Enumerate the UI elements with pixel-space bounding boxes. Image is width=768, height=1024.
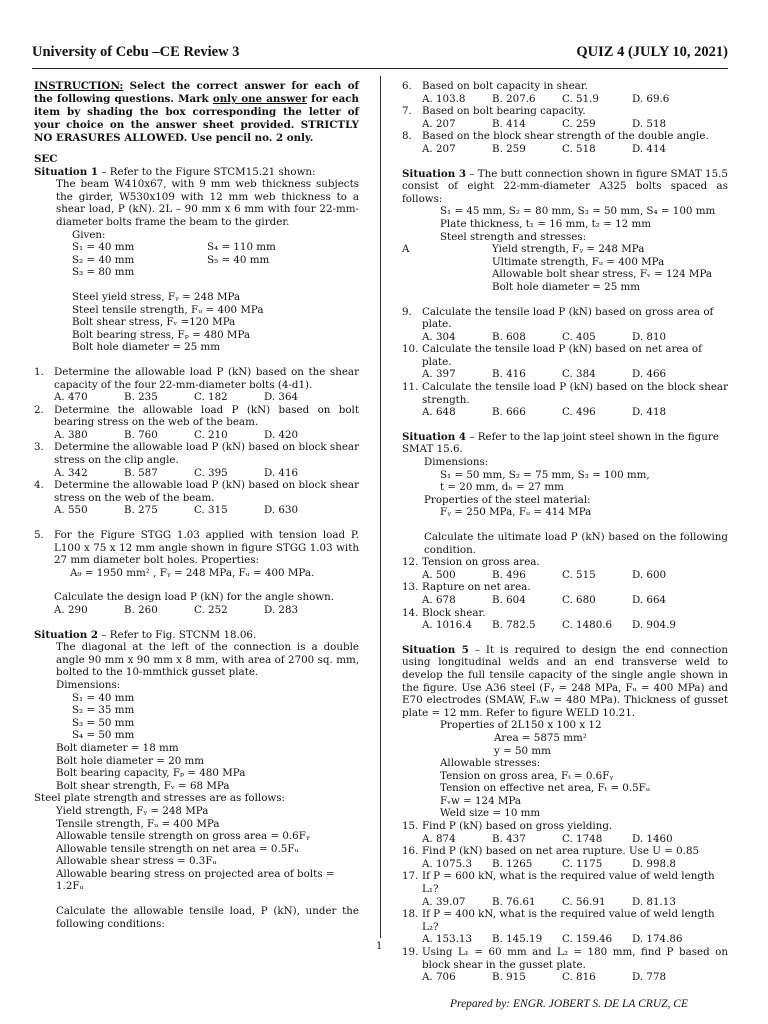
choice-b: B. 76.61 <box>492 895 536 908</box>
choice-d: D. 600 <box>632 568 667 581</box>
question-3 <box>34 441 359 479</box>
bolt-item: Bolt shear strength, Fᵥ = 68 MPa <box>56 779 230 792</box>
question-5 <box>34 529 359 617</box>
steel-item: Yield strength, Fᵧ = 248 MPa <box>492 243 645 256</box>
situation-2-intro: – Refer to Fig. STCNM 18.06. <box>98 628 257 641</box>
choice-a: A. 207 <box>422 142 456 155</box>
choice-a: A. 470 <box>54 391 88 404</box>
prop-item: Bolt bearing stress, Fₚ = 480 MPa <box>72 328 251 341</box>
right-column <box>402 80 728 984</box>
question-6 <box>402 80 728 105</box>
question-number: 19. <box>402 946 419 958</box>
dim-item: S₃ = 80 mm <box>72 266 135 279</box>
question-choices <box>422 619 728 632</box>
stray-mark-a: A <box>402 243 410 256</box>
question-choices <box>54 391 359 404</box>
props-item: y = 50 mm <box>494 744 551 757</box>
dim-item: S₁ = 50 mm, S₂ = 75 mm, S₃ = 100 mm, <box>440 468 650 481</box>
prepared-by: Prepared by: ENGR. JOBERT S. DE LA CRUZ, CE <box>450 998 688 1010</box>
choice-a: A. 500 <box>422 568 456 581</box>
props-item: Area = 5875 mm² <box>494 731 587 744</box>
situation-1-dims <box>34 241 359 279</box>
question-number: 8. <box>402 130 412 143</box>
choice-a: A. 342 <box>54 466 88 479</box>
instruction <box>34 80 359 145</box>
situation-3-steel <box>402 243 728 293</box>
dim-item: S₄ = 110 mm <box>207 241 276 254</box>
steel-item: Allowable bearing stress on projected area of bolts = 1.2Fᵤ <box>56 867 335 893</box>
choice-a: A. 648 <box>422 406 456 419</box>
situation-1-intro: – Refer to the Figure STCM15.21 shown: <box>98 165 316 178</box>
question-text: Determine the allowable load P (kN) based on bolt bearing stress on the web of the beam. <box>54 403 359 429</box>
choice-c: C. 680 <box>562 593 596 606</box>
instruction-text-1: Select the correct answer for each of the following questions. Mark <box>34 80 359 105</box>
question-text: Determine the allowable load P (kN) based on block shear stress on the clip angle. <box>54 441 359 467</box>
choice-a: A. 207 <box>422 117 456 130</box>
question-choices <box>422 896 728 909</box>
dimensions-label: Dimensions: <box>56 678 121 691</box>
question-choices <box>422 569 728 582</box>
question-text: Based on bolt bearing capacity. <box>422 105 586 118</box>
bolt-item: Bolt diameter = 18 mm <box>56 741 179 754</box>
situation-2-desc: The diagonal at the left of the connection is a double angle 90 mm x 90 mm x 8 mm, with area of 2700 sq. mm, bolted to the 10-mmthick gusset plate. <box>56 641 359 679</box>
question-number: 1. <box>34 365 44 378</box>
question-18 <box>402 908 728 946</box>
question-4 <box>34 479 359 517</box>
question-number: 10. <box>402 343 419 356</box>
choice-d: D. 904.9 <box>632 619 676 632</box>
props-label: Properties of 2L150 x 100 x 12 <box>440 719 602 732</box>
props-label: Properties of the steel material: <box>424 493 591 506</box>
bolt-item: Bolt hole diameter = 20 mm <box>56 754 205 767</box>
prop-item: Steel yield stress, Fᵧ = 248 MPa <box>72 290 241 303</box>
question-calc: Calculate the design load P (kN) for the angle shown. <box>54 591 334 604</box>
choice-d: D. 174.86 <box>632 933 683 946</box>
choice-c: C. 252 <box>194 604 228 616</box>
question-text: If P = 400 kN, what is the required value of weld length L₂? <box>422 908 715 933</box>
question-text: Using L₁ = 60 mm and L₂ = 180 mm, find P based on block shear in the gusset plate. <box>422 946 728 971</box>
dim-item: S₄ = 50 mm <box>72 729 135 742</box>
question-number: 12. <box>402 556 419 569</box>
question-8 <box>402 130 728 155</box>
choice-b: B. 782.5 <box>492 619 536 632</box>
situation-1-desc: The beam W410x67, with 9 mm web thickness subjects the girder, W530x109 with 12 mm web thickness to a shear load, P (kN). 2L – 90 mm x 6 mm with four 22-mm-diameter bolts frame the beam to the girder. <box>56 178 359 228</box>
choice-b: B. 915 <box>492 971 526 984</box>
question-text: Find P (kN) based on gross yielding. <box>422 820 613 833</box>
dim-item: S₁ = 40 mm <box>72 241 135 254</box>
choice-a: A. 39.07 <box>422 895 466 908</box>
choice-c: C. 496 <box>562 406 596 419</box>
choice-c: C. 315 <box>194 504 228 517</box>
question-text: For the Figure STGG 1.03 applied with tension load P. L100 x 75 x 12 mm angle shown in figure STGG 1.03 with 27 mm diameter bolt holes. Properties: <box>54 529 359 567</box>
choice-d: D. 518 <box>632 117 667 130</box>
props-item: Fᵧ = 250 MPa, Fᵤ = 414 MPa <box>440 506 592 519</box>
question-2 <box>34 404 359 442</box>
choice-a: A. 1075.3 <box>422 857 473 870</box>
prop-item: Steel tensile strength, Fᵤ = 400 MPa <box>72 303 264 316</box>
question-13 <box>402 581 728 606</box>
choice-d: D. 414 <box>632 142 667 155</box>
dim-item: S₅ = 40 mm <box>207 253 270 266</box>
choice-d: D. 69.6 <box>632 92 670 105</box>
question-choices <box>54 604 359 617</box>
question-choices <box>422 594 728 607</box>
choice-d: D. 630 <box>264 504 299 517</box>
choice-a: A. 1016.4 <box>422 619 473 632</box>
situation-2-bolt <box>34 742 359 792</box>
choice-c: C. 210 <box>194 428 228 441</box>
choice-d: D. 778 <box>632 971 667 984</box>
choice-b: B. 496 <box>492 568 526 581</box>
choice-d: D. 664 <box>632 593 667 606</box>
instruction-emphasis: only one answer <box>212 93 308 105</box>
question-choices <box>422 406 728 419</box>
question-number: 17. <box>402 870 419 883</box>
question-number: 18. <box>402 908 419 921</box>
choice-b: B. 145.19 <box>492 933 543 946</box>
situation-1-heading <box>34 166 359 179</box>
allow-item: Tension on effective net area, Fₜ = 0.5Fᵤ <box>440 782 650 795</box>
question-choices <box>54 504 359 517</box>
choice-c: C. 395 <box>194 466 228 479</box>
choice-d: D. 283 <box>264 604 299 616</box>
situation-1-props <box>34 291 359 354</box>
choice-a: A. 550 <box>54 504 88 517</box>
question-text: Calculate the tensile load P (kN) based on net area of plate. <box>422 343 702 368</box>
choice-c: C. 159.46 <box>562 933 613 946</box>
choice-b: B. 587 <box>124 466 158 479</box>
question-choices <box>422 118 728 131</box>
steel-item: Allowable tensile strength on gross area = 0.6Fᵧ <box>56 830 310 843</box>
question-number: 9. <box>402 305 412 318</box>
question-text: Calculate the tensile load P (kN) based on the block shear strength. <box>422 381 728 406</box>
question-number: 6. <box>402 80 412 92</box>
page-number: 1 <box>376 941 383 952</box>
question-text: Tension on gross area. <box>422 556 540 569</box>
left-column <box>34 80 359 930</box>
situation-3-dims: S₁ = 45 mm, S₂ = 80 mm, S₃ = 50 mm, S₄ = 100 mm <box>440 205 716 218</box>
choice-c: C. 384 <box>562 368 596 381</box>
question-number: 14. <box>402 606 419 619</box>
given-label: Given: <box>72 228 106 241</box>
question-number: 2. <box>34 403 44 416</box>
steel-item: Yield strength, Fᵧ = 248 MPa <box>56 804 209 817</box>
situation-4-heading <box>402 431 728 456</box>
choice-d: D. 81.13 <box>632 895 676 908</box>
column-divider <box>380 76 381 938</box>
choice-a: A. 290 <box>54 604 88 616</box>
question-choices <box>422 971 728 984</box>
question-text: Rapture on net area. <box>422 581 531 594</box>
question-number: 3. <box>34 441 44 454</box>
question-number: 13. <box>402 581 419 594</box>
question-number: 5. <box>34 529 44 542</box>
choice-c: C. 182 <box>194 391 228 404</box>
situation-5-intro: – It is required to design the end connection using longitudinal welds and an end transverse weld to develop the full tensile capacity of the single angle shown in the figure. Use A36 steel (Fᵧ = 248 MPa, Fᵤ = 400 MPa) and E70 electrodes (SMAW, Fᵤw = 480 MPa). Thickness of gusset plate = 12 mm. Refer to figure WELD 10.21. <box>402 643 728 719</box>
choice-c: C. 51.9 <box>562 92 599 105</box>
choice-c: C. 518 <box>562 142 596 155</box>
situation-4-calc: Calculate the ultimate load P (kN) based on the following condition. <box>424 531 728 556</box>
choice-b: B. 604 <box>492 593 526 606</box>
question-choices <box>422 331 728 344</box>
question-number: 16. <box>402 845 419 858</box>
choice-d: D. 1460 <box>632 832 673 845</box>
question-7 <box>402 105 728 130</box>
choice-c: C. 259 <box>562 117 596 130</box>
choice-d: D. 418 <box>632 406 667 419</box>
question-choices <box>54 467 359 480</box>
choice-b: B. 207.6 <box>492 92 536 105</box>
question-12 <box>402 556 728 581</box>
question-15 <box>402 820 728 845</box>
situation-3-title: Situation 3 <box>402 167 467 180</box>
choice-b: B. 760 <box>124 428 158 441</box>
choice-d: D. 810 <box>632 330 667 343</box>
question-number: 7. <box>402 105 412 118</box>
question-text: Determine the allowable load P (kN) based on the shear capacity of the four 22-mm-diameter bolts (4-d1). <box>54 365 359 391</box>
steel-item: Ultimate strength, Fᵤ = 400 MPa <box>492 255 665 268</box>
choice-c: C. 1748 <box>562 832 603 845</box>
choice-c: C. 1175 <box>562 857 603 870</box>
question-text: Block shear. <box>422 606 486 619</box>
question-choices <box>422 858 728 871</box>
question-props: A₉ = 1950 mm² , Fᵧ = 248 MPa, Fᵤ = 400 MPa. <box>70 566 315 579</box>
question-text: Determine the allowable load P (kN) based on block shear stress on the web of the beam. <box>54 479 359 504</box>
situation-3-plate: Plate thickness, t₁ = 16 mm, t₂ = 12 mm <box>440 217 652 230</box>
dim-item: S₂ = 35 mm <box>72 704 135 717</box>
choice-d: D. 416 <box>264 466 299 479</box>
school-title: University of Cebu –CE Review 3 <box>32 44 240 60</box>
allow-item: Tension on gross area, Fₜ = 0.6Fᵧ <box>440 769 614 782</box>
choice-b: B. 437 <box>492 832 526 845</box>
choice-b: B. 666 <box>492 406 526 419</box>
dim-item: t = 20 mm, dₕ = 27 mm <box>440 481 564 494</box>
bolt-item: Bolt bearing capacity, Fₚ = 480 MPa <box>56 767 246 780</box>
question-number: 11. <box>402 381 419 394</box>
question-text: If P = 600 kN, what is the required value of weld length L₁? <box>422 870 715 896</box>
choice-b: B. 275 <box>124 504 158 517</box>
dim-item: S₂ = 40 mm <box>72 253 135 266</box>
question-choices <box>54 429 359 442</box>
choice-c: C. 816 <box>562 971 596 984</box>
page-header <box>32 44 728 69</box>
question-text: Calculate the tensile load P (kN) based on gross area of plate. <box>422 305 714 331</box>
choice-d: D. 998.8 <box>632 857 676 870</box>
choice-b: B. 416 <box>492 368 526 381</box>
choice-b: B. 259 <box>492 142 526 155</box>
question-1 <box>34 366 359 404</box>
instruction-label: INSTRUCTION: <box>34 80 124 92</box>
steel-item: Bolt hole diameter = 25 mm <box>492 280 641 293</box>
situation-3-intro: – The butt connection shown in figure SMAT 15.5 consist of eight 22-mm-diameter A325 bolts spaced as follows: <box>402 167 728 205</box>
choice-a: A. 678 <box>422 593 456 606</box>
situation-2-title: Situation 2 <box>34 628 99 641</box>
prop-item: Bolt hole diameter = 25 mm <box>72 341 221 354</box>
question-10 <box>402 343 728 381</box>
question-text: Based on bolt capacity in shear. <box>422 80 588 92</box>
quiz-title: QUIZ 4 (JULY 10, 2021) <box>576 44 728 60</box>
choice-c: C. 405 <box>562 330 596 343</box>
situation-5-heading <box>402 644 728 720</box>
steel-item: Allowable tensile strength on net area = 0.5Fᵤ <box>56 842 299 855</box>
choice-a: A. 706 <box>422 971 456 984</box>
situation-2-calc: Calculate the allowable tensile load, P (kN), under the following conditions: <box>56 905 359 930</box>
choice-b: B. 260 <box>124 604 158 616</box>
choice-d: D. 420 <box>264 428 299 441</box>
allow-item: Weld size = 10 mm <box>440 807 541 820</box>
situation-2-dims <box>34 692 359 742</box>
steel-item: Allowable shear stress = 0.3Fᵤ <box>56 855 217 868</box>
instruction-text-2: for each item by shading the box corresponding the letter of your choice on the answer sheet provided. STRICTLY NO ERASURES ALLOWED. Use pencil no. 2 only. <box>34 93 360 144</box>
question-number: 4. <box>34 479 44 492</box>
choice-c: C. 56.91 <box>562 895 606 908</box>
situation-5-title: Situation 5 <box>402 643 469 656</box>
situation-2-heading <box>34 629 359 642</box>
question-14 <box>402 607 728 632</box>
situation-4-intro: – Refer to the lap joint steel shown in the figure SMAT 15.6. <box>402 430 719 456</box>
choice-b: B. 235 <box>124 391 158 404</box>
question-16 <box>402 845 728 870</box>
steel-label: Steel plate strength and stresses are as follows: <box>34 792 285 805</box>
question-text: Find P (kN) based on net area rupture. Use U = 0.85 <box>422 845 700 858</box>
choice-a: A. 397 <box>422 368 456 381</box>
dim-item: S₁ = 40 mm <box>72 691 135 704</box>
choice-a: A. 304 <box>422 330 456 343</box>
question-choices <box>422 93 728 106</box>
choice-d: D. 364 <box>264 391 299 404</box>
choice-c: C. 515 <box>562 568 596 581</box>
prop-item: Bolt shear stress, Fᵥ =120 MPa <box>72 316 236 329</box>
choice-b: B. 414 <box>492 117 526 130</box>
question-choices <box>422 933 728 946</box>
steel-item: Tensile strength, Fᵤ = 400 MPa <box>56 817 220 830</box>
question-choices <box>422 833 728 846</box>
dim-item: S₃ = 50 mm <box>72 716 135 729</box>
question-text: Based on the block shear strength of the double angle. <box>422 130 709 143</box>
steel-item: Allowable bolt shear stress, Fᵥ = 124 MPa <box>492 268 713 281</box>
choice-a: A. 103.8 <box>422 92 466 105</box>
choice-a: A. 874 <box>422 832 456 845</box>
allow-item: Fᵥw = 124 MPa <box>440 794 522 807</box>
situation-1-title: Situation 1 <box>34 165 99 178</box>
question-11 <box>402 381 728 419</box>
choice-a: A. 380 <box>54 428 88 441</box>
choice-b: B. 1265 <box>492 857 533 870</box>
question-19 <box>402 946 728 984</box>
steel-label: Steel strength and stresses: <box>440 230 587 243</box>
situation-4-title: Situation 4 <box>402 430 467 443</box>
choice-b: B. 608 <box>492 330 526 343</box>
question-choices <box>422 368 728 381</box>
question-17 <box>402 870 728 908</box>
section-label: SEC <box>34 153 58 165</box>
situation-3-heading <box>402 168 728 206</box>
situation-2-steel <box>34 805 359 893</box>
choice-d: D. 466 <box>632 368 667 381</box>
choice-c: C. 1480.6 <box>562 619 613 632</box>
question-choices <box>422 143 728 156</box>
dimensions-label: Dimensions: <box>424 456 489 469</box>
question-number: 15. <box>402 820 419 833</box>
choice-a: A. 153.13 <box>422 933 473 946</box>
allow-label: Allowable stresses: <box>440 757 541 770</box>
question-9 <box>402 306 728 344</box>
